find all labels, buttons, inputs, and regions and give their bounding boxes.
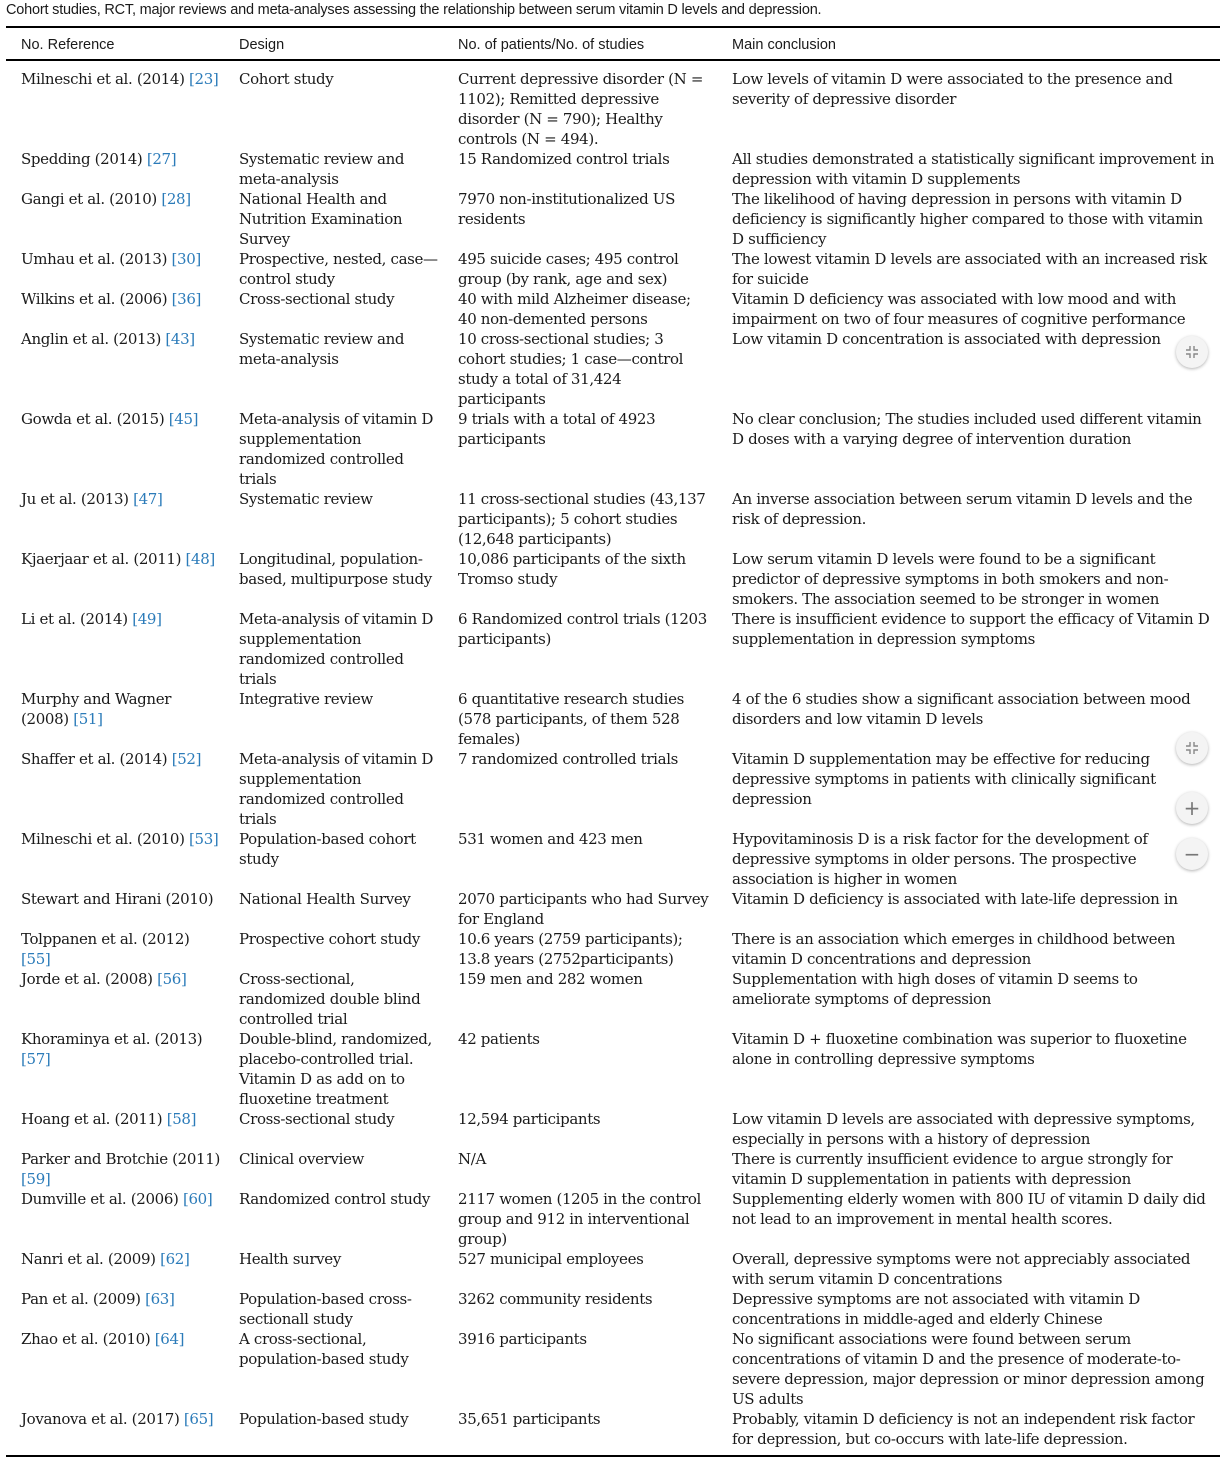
conclusion-cell: Low vitamin D concentration is associated with depression [732,330,1161,348]
reference-cell [6,969,224,1029]
conclusion-cell: There is insufficient evidence to support the efficacy of Vitamin D supplementation in depression symptoms [732,610,1210,648]
author-text: Murphy and Wagner (2008) [21,690,172,728]
conclusion-cell: Hypovitaminosis D is a risk factor for the development of depressive symptoms in older persons. The prospective association is higher in women [732,830,1148,888]
reference-link[interactable]: [62] [160,1250,190,1268]
design-cell: Cross-sectional study [239,290,395,308]
design-cell: Meta-analysis of vitamin D supplementation randomized controlled trials [239,410,434,488]
reference-cell [6,829,224,889]
conclusion-cell: 4 of the 6 studies show a significant association between mood disorders and low vitamin D levels [732,690,1191,728]
patients-cell: 495 suicide cases; 495 control group (by rank, age and sex) [458,250,679,288]
author-text: Umhau et al. (2013) [21,250,168,268]
column-header-patients: No. of patients/No. of studies [458,37,645,53]
reference-cell [6,1029,224,1109]
conclusion-cell: Vitamin D supplementation may be effective for reducing depressive symptoms in patients with clinically significant depression [732,750,1156,808]
patients-cell: 527 municipal employees [458,1250,644,1268]
table-row [6,1029,1220,1109]
reference-link[interactable]: [56] [157,970,187,988]
zoom-in-button[interactable] [1176,792,1208,824]
patients-cell: 6 quantitative research studies (578 participants, of them 528 females) [458,690,684,748]
design-cell: National Health and Nutrition Examination Survey [239,190,403,248]
table-row [6,829,1220,889]
conclusion-cell: Vitamin D + fluoxetine combination was superior to fluoxetine alone in controlling depressive symptoms [732,1030,1187,1068]
table-row [6,969,1220,1029]
table-row [6,1289,1220,1329]
collapse-icon [1185,345,1199,359]
author-text: Zhao et al. (2010) [21,1330,151,1348]
author-text: Nanri et al. (2009) [21,1250,156,1268]
reference-cell [6,249,224,289]
author-text: Dumville et al. (2006) [21,1190,179,1208]
conclusion-cell: Low levels of vitamin D were associated to the presence and severity of depressive disorder [732,70,1173,108]
conclusion-cell: Supplementing elderly women with 800 IU of vitamin D daily did not lead to an improvement in mental health scores. [732,1190,1206,1228]
design-cell: Double-blind, randomized, placebo-controlled trial. Vitamin D as add on to fluoxetine treatment [239,1030,432,1108]
reference-cell [6,149,224,189]
patients-cell: 35,651 participants [458,1410,601,1428]
author-text: Parker and Brotchie (2011) [21,1150,220,1168]
table-row [6,749,1220,829]
reference-cell [6,489,224,549]
reference-link[interactable]: [60] [182,1190,213,1208]
reference-link[interactable]: [45] [168,410,199,428]
author-text: Jorde et al. (2008) [21,970,153,988]
design-cell: Longitudinal, population-based, multipurpose study [239,550,432,588]
table-row [6,1409,1220,1456]
reference-cell [6,1409,224,1456]
reference-cell [6,329,224,409]
studies-table [6,26,1220,1461]
reference-link[interactable]: [52] [171,750,202,768]
table-row [6,489,1220,549]
reference-link[interactable]: [59] [21,1170,51,1188]
reference-cell [6,689,224,749]
author-text: Pan et al. (2009) [21,1290,141,1308]
design-cell: Cohort study [239,70,334,88]
reference-link[interactable]: [48] [185,550,215,568]
patients-cell: 7 randomized controlled trials [458,750,678,768]
column-header-design: Design [239,37,285,53]
patients-cell: 10,086 participants of the sixth Tromso study [458,550,686,588]
conclusion-cell: Depressive symptoms are not associated with vitamin D concentrations in middle-aged and elderly Chinese [732,1290,1140,1328]
reference-link[interactable]: [49] [132,610,162,628]
author-text: Stewart and Hirani (2010) [21,890,214,908]
reference-cell [6,609,224,689]
design-cell: Systematic review and meta-analysis [239,150,405,188]
design-cell: A cross-sectional, population-based study [239,1330,409,1368]
reference-link[interactable]: [23] [189,70,219,88]
conclusion-cell: Low serum vitamin D levels were found to be a significant predictor of depressive symptoms in both smokers and non-smokers. The association seemed to be stronger in women [732,550,1169,608]
patients-cell: 11 cross-sectional studies (43,137 participants); 5 cohort studies (12,648 participants) [458,490,706,548]
reference-cell [6,549,224,609]
reference-link[interactable]: [27] [146,150,177,168]
reference-cell [6,1109,224,1149]
reference-link[interactable]: [53] [189,830,219,848]
patients-cell: N/A [458,1150,486,1168]
table-row [6,60,1220,149]
table-row [6,1149,1220,1189]
design-cell: Systematic review and meta-analysis [239,330,405,368]
studies-table-container [6,26,1220,1461]
table-header-row [6,27,1220,60]
patients-cell: 10.6 years (2759 participants); 13.8 years (2752participants) [458,930,683,968]
author-text: Kjaerjaar et al. (2011) [21,550,182,568]
reference-cell [6,1289,224,1329]
reference-cell [6,889,224,929]
minus-icon: − [1183,842,1201,866]
patients-cell: Current depressive disorder (N = 1102); Remitted depressive disorder (N = 790); Healthy controls (N = 494). [458,70,704,148]
author-text: Hoang et al. (2011) [21,1110,163,1128]
design-cell: Randomized control study [239,1190,430,1208]
reference-link[interactable]: [57] [21,1050,51,1068]
reference-cell [6,1249,224,1289]
patients-cell: 6 Randomized control trials (1203 participants) [458,610,707,648]
patients-cell: 9 trials with a total of 4923 participants [458,410,656,448]
reference-cell [6,1189,224,1249]
patients-cell: 3916 participants [458,1330,587,1348]
table-row [6,549,1220,609]
author-text: Gangi et al. (2010) [21,190,157,208]
table-row [6,1329,1220,1409]
author-text: Wilkins et al. (2006) [21,290,168,308]
reference-link[interactable]: [64] [154,1330,185,1348]
design-cell: Meta-analysis of vitamin D supplementation randomized controlled trials [239,610,434,688]
conclusion-cell: Low vitamin D levels are associated with depressive symptoms, especially in persons with a history of depression [732,1110,1195,1148]
conclusion-cell: There is an association which emerges in childhood between vitamin D concentrations and depression [732,930,1176,968]
table-row [6,689,1220,749]
conclusion-cell: The likelihood of having depression in persons with vitamin D deficiency is significantly higher compared to those with vitamin D sufficiency [732,190,1203,248]
author-text: Tolppanen et al. (2012) [21,930,190,948]
author-text: Khoraminya et al. (2013) [21,1030,203,1048]
design-cell: Clinical overview [239,1150,365,1168]
table-row [6,149,1220,189]
conclusion-cell: Probably, vitamin D deficiency is not an independent risk factor for depression, but co-occurs with late-life depression. [732,1410,1195,1448]
design-cell: Cross-sectional, randomized double blind controlled trial [239,970,421,1028]
design-cell: Integrative review [239,690,373,708]
conclusion-cell: Overall, depressive symptoms were not appreciably associated with serum vitamin D concentrations [732,1250,1191,1288]
patients-cell: 10 cross-sectional studies; 3 cohort studies; 1 case—control study a total of 31,424 participants [458,330,684,408]
conclusion-cell: No clear conclusion; The studies included used different vitamin D doses with a varying degree of intervention duration [732,410,1202,448]
author-text: Ju et al. (2013) [21,490,129,508]
design-cell: Health survey [239,1250,341,1268]
design-cell: Population-based cohort study [239,830,416,868]
design-cell: Cross-sectional study [239,1110,395,1128]
reference-link[interactable]: [58] [166,1110,197,1128]
patients-cell: 2117 women (1205 in the control group and 912 in interventional group) [458,1190,701,1248]
author-text: Milneschi et al. (2014) [21,70,185,88]
author-text: Li et al. (2014) [21,610,128,628]
patients-cell: 15 Randomized control trials [458,150,670,168]
patients-cell: 12,594 participants [458,1110,601,1128]
design-cell: Population-based cross-sectionall study [239,1290,412,1328]
design-cell: Population-based study [239,1410,409,1428]
zoom-out-button[interactable] [1176,838,1208,870]
table-row [6,609,1220,689]
author-text: Jovanova et al. (2017) [21,1410,180,1428]
table-row [6,1249,1220,1289]
table-row [6,289,1220,329]
author-text: Milneschi et al. (2010) [21,830,185,848]
author-text: Anglin et al. (2013) [21,330,161,348]
patients-cell: 40 with mild Alzheimer disease; 40 non-demented persons [458,290,691,328]
reference-link[interactable]: [30] [171,250,201,268]
design-cell: National Health Survey [239,890,411,908]
plus-icon: + [1183,796,1201,820]
author-text: Spedding (2014) [21,150,143,168]
design-cell: Prospective, nested, case—control study [239,250,438,288]
patients-cell: 3262 community residents [458,1290,653,1308]
reference-cell [6,929,224,969]
collapse-button-2[interactable] [1176,732,1208,764]
patients-cell: 7970 non-institutionalized US residents [458,190,676,228]
conclusion-cell: All studies demonstrated a statistically significant improvement in depression with vitamin D supplements [732,150,1215,188]
conclusion-cell: The lowest vitamin D levels are associated with an increased risk for suicide [732,250,1207,288]
design-cell: Meta-analysis of vitamin D supplementation randomized controlled trials [239,750,434,828]
table-row [6,189,1220,249]
collapse-button[interactable] [1176,336,1208,368]
patients-cell: 531 women and 423 men [458,830,643,848]
author-text: Gowda et al. (2015) [21,410,165,428]
author-text: Shaffer et al. (2014) [21,750,168,768]
reference-cell [6,1149,224,1189]
table-row [6,1109,1220,1149]
conclusion-cell: An inverse association between serum vitamin D levels and the risk of depression. [732,490,1193,528]
conclusion-cell: Vitamin D deficiency is associated with late-life depression in [732,890,1178,908]
column-header-reference: No. Reference [21,37,115,53]
patients-cell: 2070 participants who had Survey for England [458,890,709,928]
table-row [6,329,1220,409]
reference-link[interactable]: [43] [165,330,195,348]
table-row [6,409,1220,489]
reference-cell [6,289,224,329]
collapse-icon [1185,741,1199,755]
column-header-conclusion: Main conclusion [732,37,836,53]
design-cell: Prospective cohort study [239,930,420,948]
conclusion-cell: Supplementation with high doses of vitamin D seems to ameliorate symptoms of depression [732,970,1138,1008]
table-row [6,249,1220,289]
reference-link[interactable]: [65] [183,1410,214,1428]
table-caption: Cohort studies, RCT, major reviews and meta-analyses assessing the relationship between serum vitamin D levels and depression. [6,2,822,18]
conclusion-cell: No significant associations were found between serum concentrations of vitamin D and the presence of moderate-to-severe depression, major depression or minor depression among US adults [732,1330,1205,1408]
reference-cell [6,1329,224,1409]
reference-cell [6,409,224,489]
reference-cell [6,60,224,149]
patients-cell: 42 patients [458,1030,540,1048]
table-bottom-rule [6,1456,1220,1461]
table-body [6,60,1220,1456]
table-row [6,889,1220,929]
design-cell: Systematic review [239,490,373,508]
conclusion-cell: There is currently insufficient evidence to argue strongly for vitamin D supplementation in patients with depression [732,1150,1173,1188]
table-row [6,929,1220,969]
patients-cell: 159 men and 282 women [458,970,643,988]
reference-link[interactable]: [36] [171,290,202,308]
reference-link[interactable]: [51] [73,710,103,728]
reference-link[interactable]: [47] [133,490,163,508]
reference-cell [6,189,224,249]
reference-cell [6,749,224,829]
reference-link[interactable]: [28] [161,190,191,208]
reference-link[interactable]: [55] [21,950,51,968]
reference-link[interactable]: [63] [145,1290,175,1308]
conclusion-cell: Vitamin D deficiency was associated with low mood and with impairment on two of four measures of cognitive performance [732,290,1186,328]
table-row [6,1189,1220,1249]
